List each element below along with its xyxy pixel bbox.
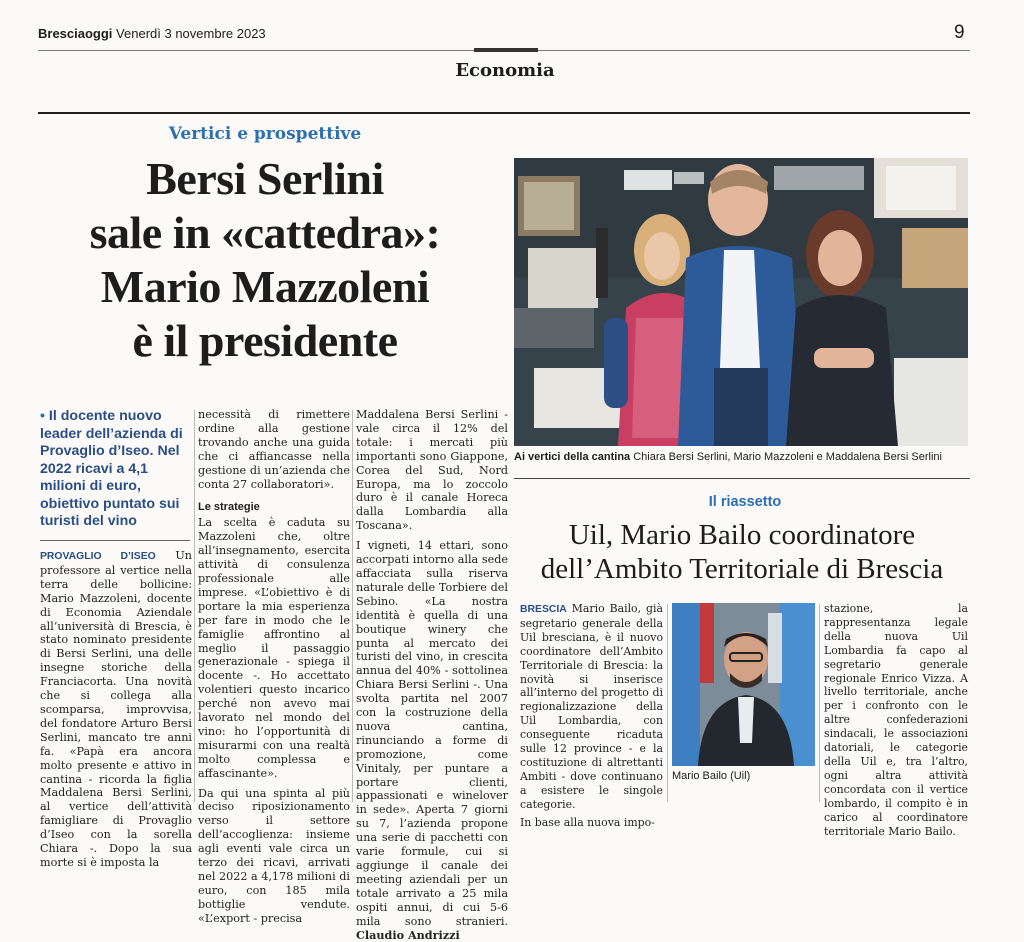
body-text: Da qui una spinta al più deciso riposizionamento verso il settore dell’accoglienza: insieme agli eventi vale circa un terzo dei ricavi, arrivati nel 2022 a 4,178 milioni di euro, con 185 mila bottiglie vendute. «L’export - precisa xyxy=(198,786,350,925)
article-column-3 xyxy=(356,408,508,942)
headline-line: è il presidente xyxy=(132,315,398,366)
headline-line: Uil, Mario Bailo coordinatore xyxy=(568,519,916,551)
bullet-icon: • xyxy=(40,408,45,424)
column-divider xyxy=(352,410,353,802)
caption-lead: Ai vertici della cantina xyxy=(514,451,631,463)
subheading: Le strategie xyxy=(198,501,260,514)
caption-text: Chiara Bersi Serlini, Mario Mazzoleni e Maddalena Bersi Serlini xyxy=(633,451,942,463)
article-divider xyxy=(514,478,970,479)
author-signature: Claudio Andrizzi xyxy=(356,927,460,942)
headline-line: Bersi Serlini xyxy=(146,153,384,204)
cantina-photo xyxy=(514,158,968,446)
page-number: 9 xyxy=(954,22,965,43)
issue-date: Venerdì 3 novembre 2023 xyxy=(116,26,266,41)
headline-line: dell’Ambito Territoriale di Brescia xyxy=(540,553,944,585)
article2-kicker: Il riassetto xyxy=(708,494,782,510)
masthead xyxy=(38,26,266,41)
article-column-1 xyxy=(40,549,193,869)
article-kicker: Vertici e prospettive xyxy=(168,124,362,144)
body-text: In base alla nuova impo- xyxy=(520,815,655,829)
article-column-2 xyxy=(198,408,350,925)
section-divider xyxy=(38,112,970,114)
body-text: Maddalena Bersi Serlini - vale circa il 12% del totale: i mercati più importanti sono Giappone, Corea del Sud, Nord Europa, ma lo zoccolo duro è il canale Horeca dalla Lombardia alla Toscana». xyxy=(356,408,508,533)
body-text: Mario Bailo, già segretario generale della Uil bresciana, è il nuovo coordinatore dell’Ambito Territoriale di Brescia: la novità si inserisce all’interno del progetto di regionalizzazione della Uil Lombardia, con conseguente ricaduta sulle 12 province - e la costituzione di altrettanti Ambiti - dove continuano a esistere le singole categorie. xyxy=(520,602,663,811)
portrait-photo-icon xyxy=(672,603,815,766)
article2-headline xyxy=(514,518,970,586)
section-marker xyxy=(474,48,538,52)
body-text: La scelta è caduta su Mazzoleni che, oltre all’insegnamento, esercita attività di consulenza professionale alle imprese. «L’obiettivo è di portare la mia esperienza per fare in modo che le famiglie affrontino al meglio il passaggio generazionale - spiega il docente -. Ho accettato volentieri questo incarico perché non avevo mai lavorato nel mondo del vino: ho l’opportunità di misurarmi con una realtà molto complessa e affascinante». xyxy=(198,516,350,780)
newspaper-brand: Bresciaoggi xyxy=(38,26,113,41)
body-text: necessità di rimettere ordine alla gestione trovando anche una guida che ci affiancasse nella gestione di un’azienda che conta 27 collaboratori». xyxy=(198,408,350,491)
article2-column-3 xyxy=(824,602,968,838)
column-divider xyxy=(194,410,195,802)
photo-caption xyxy=(514,451,974,463)
dateline: PROVAGLIO D’ISEO xyxy=(40,551,156,562)
body-text: stazione, la rappresentanza legale della nuova Uil Lombardia fa capo al segretario generale regionale Enrico Vizza. A livello territoriale, anche per i confronto con le altre confederazioni sindacali, le associazioni datoriali, le categorie della Uil e, tra l’altro, ogni altra attività concordata con il vertice lombardo, il compito è in carico al coordinatore territoriale Mario Bailo. xyxy=(824,602,968,838)
three-people-photo-icon xyxy=(514,158,968,446)
portrait-photo xyxy=(672,603,815,766)
headline-line: sale in «cattedra»: xyxy=(89,207,441,258)
article-summary xyxy=(40,408,190,531)
portrait-caption: Mario Bailo (Uil) xyxy=(672,770,751,782)
body-text: Un professore al vertice nella terra delle bollicine: Mario Mazzoleni, docente di Economia Aziendale all’università di Brescia, è stato nominato presidente di Bersi Serlini, una delle insegne storiche della Franciacorta. Una novità che si collega alla scomparsa, improvvisa, del fondatore Arturo Bersi Serlini, mancato tre anni fa. «Papà era ancora molto presente e attivo in cantina - ricorda la figlia Maddalena Bersi Serlini, al vertice dell’attività famigliare di Provaglio d’Iseo con la sorella Chiara -. Dopo la sua morte si è imposta la xyxy=(40,549,193,869)
article2-column-1 xyxy=(520,602,663,829)
dateline: BRESCIA xyxy=(520,604,567,615)
article-headline xyxy=(40,152,490,368)
body-text: I vigneti, 14 ettari, sono accorpati intorno alla sede affacciata sulla riserva naturale delle Torbiere del Sebino. «La nostra identità è quella di una boutique winery che punta al mercato dei turisti del vino, in crescita annua del 40% - sottolinea Chiara Bersi Serlini -. Una svolta partita nel 2007 con la costruzione della nuova cantina, rinunciando a forme di promozione, come Vinitaly, per puntare a portare clienti, appassionati e winelover in sede». Aperta 7 giorni su 7, l’azienda propone una serie di pacchetti con varie formule, cui si aggiunge il canale dei meeting aziendali per un totale arrivato a 25 mila ospiti annui, di cui 5-6 mila sono stranieri. xyxy=(356,539,508,928)
column-divider xyxy=(667,604,668,802)
summary-text: Il docente nuovo leader dell’azienda di Provaglio d’Iseo. Nel 2022 ricavi a 4,1 milioni di euro, obiettivo puntato sui turisti del vino xyxy=(40,408,183,529)
section-title: Economia xyxy=(455,60,555,81)
summary-divider xyxy=(40,540,190,541)
headline-line: Mario Mazzoleni xyxy=(100,261,430,312)
column-divider xyxy=(819,604,820,802)
